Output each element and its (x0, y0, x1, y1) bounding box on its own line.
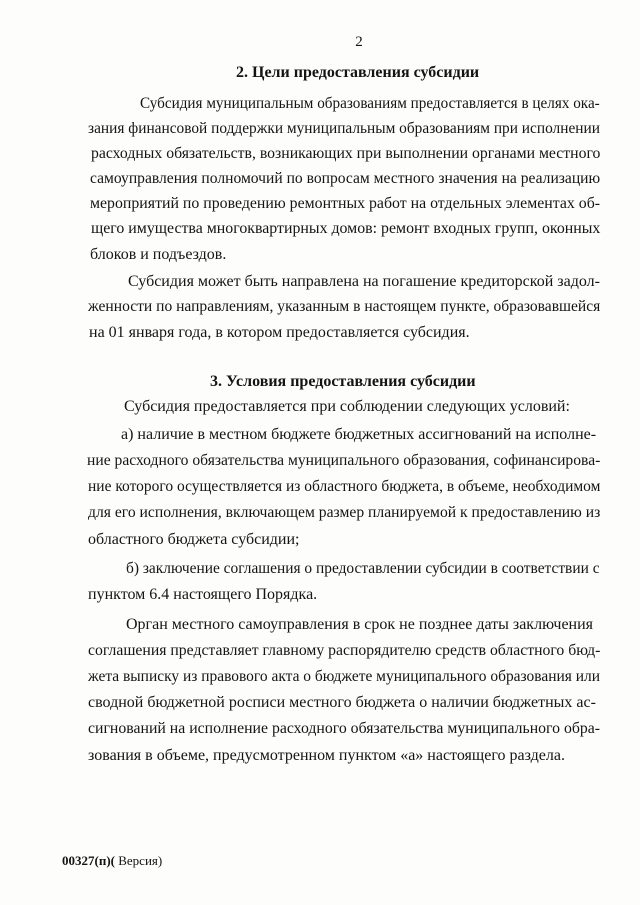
text-line: а) наличие в местном бюджете бюджетных ассигнований на исполне- (121, 426, 597, 443)
text-line: ние которого осуществляется из областного бюджета, в объеме, необходимом (88, 478, 601, 495)
text-line: пунктом 6.4 настоящего Порядка. (88, 586, 318, 603)
text-line: зования в объеме, предусмотренном пунктом «а» настоящего раздела. (88, 747, 565, 764)
text-line: ние расходного обязательства муниципального образования, софинансирова- (87, 452, 601, 469)
text-line: Субсидия может быть направлена на погашение кредиторской задол- (128, 273, 600, 290)
text-line: Субсидия предоставляется при соблюдении следующих условий: (124, 398, 570, 415)
text-line: Орган местного самоуправления в срок не позднее даты заключения (126, 616, 594, 633)
text-line: мероприятий по проведению ремонтных работ на отдельных элементах об- (90, 195, 601, 212)
text-line: на 01 января года, в котором предоставляется субсидия. (89, 324, 470, 341)
footer-code: 00327(п)( (62, 853, 115, 868)
text-line: областного бюджета субсидии; (88, 531, 300, 548)
text-line: жета выписку из правового акта о бюджете муниципального образования или (88, 668, 601, 685)
text-line: Субсидия муниципальным образованиям предоставляется в целях ока- (140, 95, 600, 112)
footer-version: Версия) (114, 853, 163, 868)
text-line: соглашения представляет главному распорядителю средств областного бюд- (88, 642, 601, 659)
section-3-title: 3. Условия предоставления субсидии (210, 373, 476, 390)
section-2-title: 2. Цели предоставления субсидии (236, 64, 480, 81)
text-line: самоуправления полномочий по вопросам местного значения на реализацию (90, 170, 601, 187)
text-line: зания финансовой поддержки муниципальным образованиям при исполнении (88, 120, 600, 137)
text-line: сводной бюджетной росписи местного бюджета о наличии бюджетных ас- (88, 694, 596, 711)
document-footer (62, 853, 162, 869)
text-line: для его исполнения, включающем размер планируемой к предоставлению из (88, 504, 601, 521)
text-line: женности по направлениям, указанным в настоящем пункте, образовавшейся (88, 298, 601, 315)
text-line: щего имущества многоквартирных домов: ремонт входных групп, оконных (91, 220, 601, 237)
text-line: блоков и подъездов. (90, 246, 227, 263)
text-line: б) заключение соглашения о предоставлении субсидии в соответствии с (126, 560, 600, 577)
text-line: расходных обязательств, возникающих при выполнении органами местного (91, 145, 601, 162)
page-number: 2 (355, 34, 363, 50)
text-line: сигнований на исполнение расходного обязательства муниципального обра- (88, 720, 601, 737)
